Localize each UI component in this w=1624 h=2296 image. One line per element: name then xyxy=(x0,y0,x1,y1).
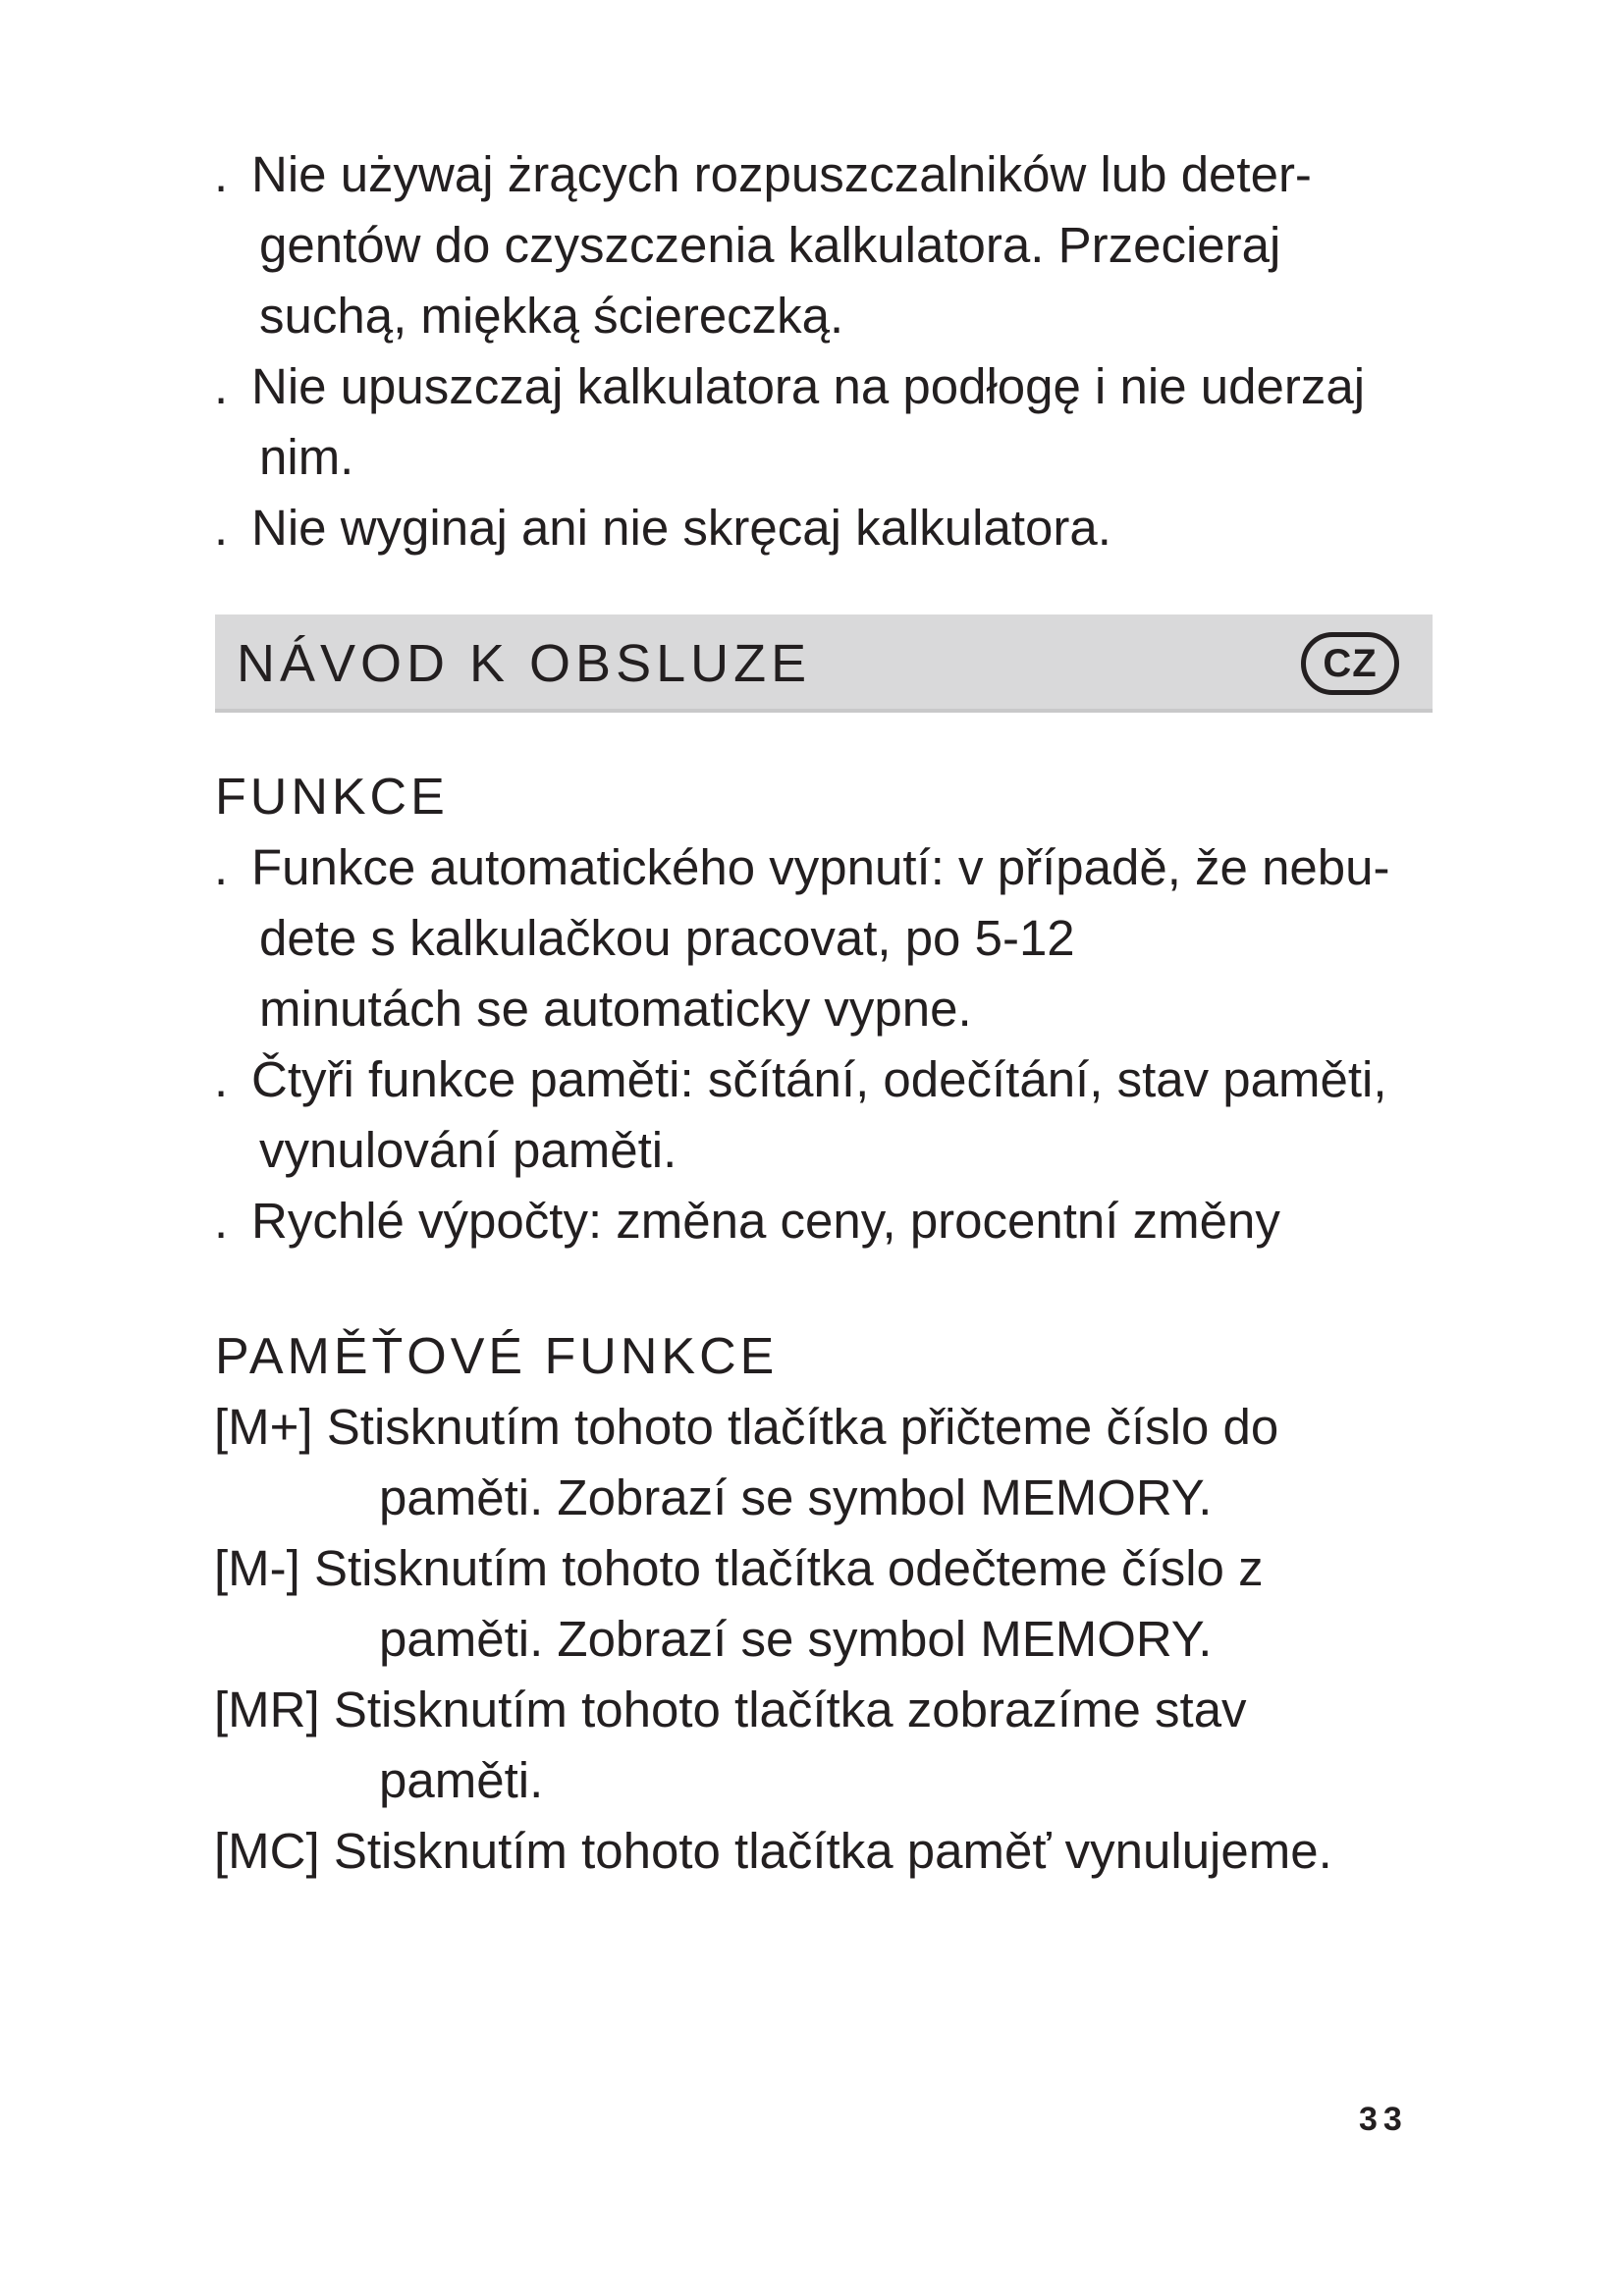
bullet-line: Čtyři funkce paměti: sčítání, odečítání, stav paměti, xyxy=(251,1051,1387,1107)
memory-key-label: [M+] xyxy=(214,1399,313,1455)
bullet-dot: . xyxy=(214,500,229,556)
polish-bullet-list xyxy=(214,139,1432,563)
banner-title: NÁVOD K OBSLUZE xyxy=(237,634,812,693)
bullet-dot: . xyxy=(214,146,229,202)
bullet-line: Funkce automatického vypnutí: v případě, že nebu- xyxy=(251,839,1390,895)
memory-item-text-cont: paměti. xyxy=(379,1752,544,1808)
bullet-dot: . xyxy=(214,358,229,414)
list-item xyxy=(214,493,1432,563)
memory-item-text-cont: paměti. Zobrazí se symbol MEMORY. xyxy=(379,1611,1213,1667)
memory-item-text: Stisknutím tohoto tlačítka zobrazíme stav xyxy=(333,1682,1247,1737)
memory-key-label: [M-] xyxy=(214,1540,300,1596)
memory-item-m-plus xyxy=(214,1392,1432,1533)
list-item xyxy=(214,832,1432,1044)
page-number: 33 xyxy=(1359,2101,1408,2138)
language-badge: CZ xyxy=(1301,632,1399,695)
memory-item-text-cont: paměti. Zobrazí se symbol MEMORY. xyxy=(379,1469,1213,1525)
memory-item-mr xyxy=(214,1675,1432,1816)
bullet-line: Nie upuszczaj kalkulatora na podłogę i nie uderzaj xyxy=(251,358,1366,414)
list-item xyxy=(214,351,1432,493)
bullet-dot: . xyxy=(214,839,229,895)
list-item xyxy=(214,1186,1432,1256)
bullet-dot: . xyxy=(214,1051,229,1107)
memory-functions-section xyxy=(214,1392,1432,1887)
memory-item-text: Stisknutím tohoto tlačítka přičteme číslo do xyxy=(326,1399,1279,1455)
bullet-line: dete s kalkulačkou pracovat, po 5-12 xyxy=(259,910,1075,966)
bullet-line: Rychlé výpočty: změna ceny, procentní změny xyxy=(251,1193,1280,1249)
memory-key-label: [MC] xyxy=(214,1823,320,1879)
bullet-line: minutách se automaticky vypne. xyxy=(259,981,972,1037)
section-banner xyxy=(215,614,1433,713)
bullet-line: nim. xyxy=(259,429,354,485)
memory-key-label: [MR] xyxy=(214,1682,320,1737)
memory-item-text: Stisknutím tohoto tlačítka odečteme číslo z xyxy=(313,1540,1264,1596)
bullet-line: Nie wyginaj ani nie skręcaj kalkulatora. xyxy=(251,500,1111,556)
bullet-line: gentów do czyszczenia kalkulatora. Przecieraj xyxy=(259,217,1281,273)
funkce-bullet-list xyxy=(214,832,1432,1256)
polish-section xyxy=(214,139,1432,563)
bullet-line: suchą, miękką ściereczką. xyxy=(259,288,844,344)
memory-item-text: Stisknutím tohoto tlačítka paměť vynulujeme. xyxy=(333,1823,1332,1879)
list-item xyxy=(214,139,1432,351)
bullet-dot: . xyxy=(214,1193,229,1249)
memory-item-mc xyxy=(214,1816,1432,1887)
list-item xyxy=(214,1044,1432,1186)
bullet-line: vynulování paměti. xyxy=(259,1122,677,1178)
memory-item-m-minus xyxy=(214,1533,1432,1675)
bullet-line: Nie używaj żrących rozpuszczalników lub deter- xyxy=(251,146,1312,202)
pametove-funkce-heading: PAMĚŤOVÉ FUNKCE xyxy=(215,1328,779,1385)
funkce-heading: FUNKCE xyxy=(215,769,449,826)
funkce-section xyxy=(214,832,1432,1256)
